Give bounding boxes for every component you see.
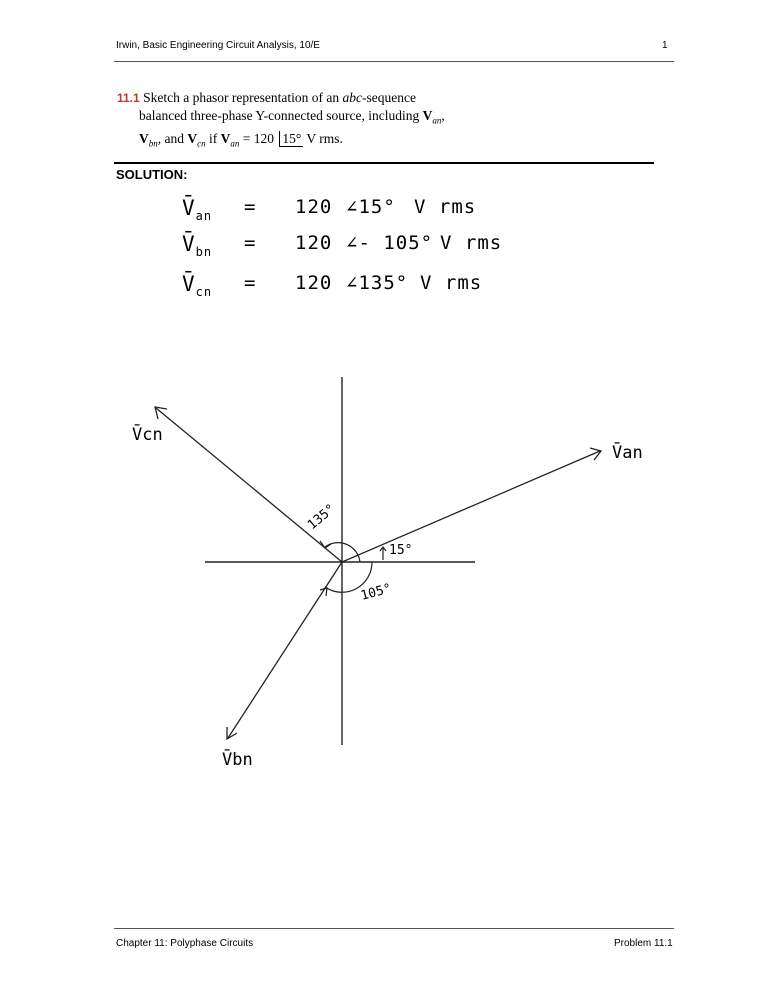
angle-symbol: 15°	[279, 131, 303, 147]
problem-text: = 120	[239, 130, 278, 146]
problem-text: Sketch a phasor representation of an	[143, 90, 343, 105]
symbol: V̄	[182, 196, 196, 220]
label-vcn: V̄cn	[132, 425, 163, 445]
page-header-title: Irwin, Basic Engineering Circuit Analysis, 10/E	[116, 40, 320, 51]
symbol: V̄	[182, 232, 196, 256]
magnitude: 120	[295, 272, 333, 294]
magnitude: 120	[295, 196, 333, 218]
label-angle-135: 135°	[304, 501, 339, 534]
label-vbn: V̄bn	[222, 750, 253, 770]
unit: V rms	[420, 272, 483, 294]
subscript: an	[432, 115, 442, 126]
problem-number: 11.1	[117, 91, 140, 105]
problem-text: balanced three-phase Y-connected source, including	[139, 108, 423, 123]
footer-problem: Problem 11.1	[614, 938, 673, 949]
subscript: cn	[195, 285, 213, 300]
footer-divider	[114, 928, 674, 929]
symbol-v: V	[187, 130, 198, 146]
magnitude: 120	[295, 232, 333, 254]
equals-sign: =	[244, 272, 257, 294]
phasor-vcn	[156, 408, 342, 562]
symbol-v: V	[139, 130, 149, 146]
problem-italic: abc	[342, 90, 363, 105]
subscript: bn	[195, 245, 213, 260]
equals-sign: =	[244, 232, 257, 254]
symbol: V̄	[182, 272, 196, 296]
subscript: cn	[197, 138, 206, 149]
equals-sign: =	[244, 196, 257, 218]
page-number: 1	[662, 40, 668, 51]
label-van: V̄an	[612, 443, 643, 463]
subscript: bn	[148, 138, 158, 149]
label-angle-105: 105°	[359, 581, 394, 604]
symbol-v: V	[422, 108, 433, 123]
angle: ∠- 105°	[346, 232, 434, 254]
problem-text: V rms.	[303, 130, 343, 146]
solution-title: SOLUTION:	[116, 167, 188, 182]
angle: ∠15°	[346, 196, 396, 218]
subscript: an	[195, 209, 213, 224]
problem-text: ,	[441, 108, 445, 123]
subscript: an	[230, 138, 240, 149]
angle: ∠135°	[346, 272, 409, 294]
problem-text: -sequence	[362, 90, 416, 105]
footer-chapter: Chapter 11: Polyphase Circuits	[116, 938, 254, 949]
unit: V rms	[414, 196, 477, 218]
label-angle-15: 15°	[389, 543, 413, 558]
unit: V rms	[440, 232, 503, 254]
phasor-van	[342, 451, 600, 562]
problem-text: if	[205, 130, 221, 146]
symbol-v: V	[220, 130, 231, 146]
problem-text: , and	[157, 130, 188, 146]
